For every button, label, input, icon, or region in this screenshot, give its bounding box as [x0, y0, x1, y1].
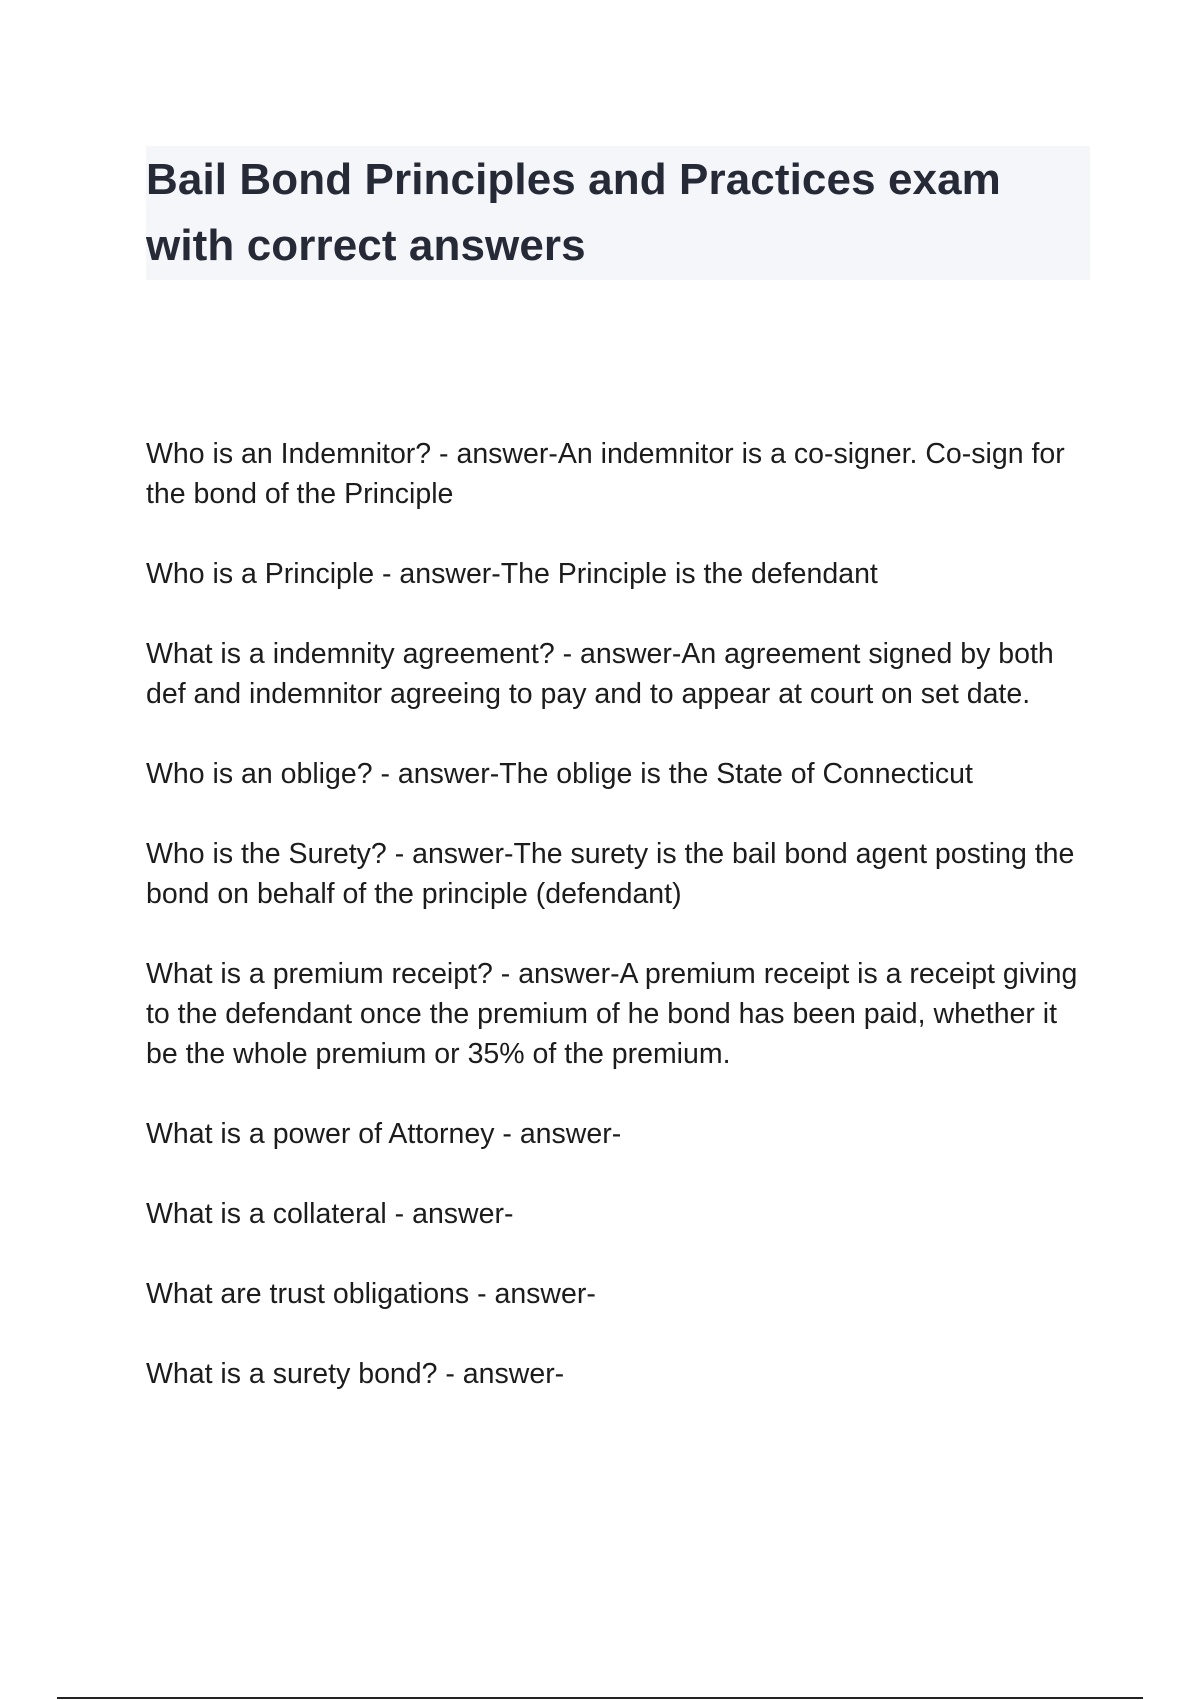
page-title: Bail Bond Principles and Practices exam with correct answers	[146, 155, 1001, 270]
qa-item: Who is the Surety? - answer-The surety is the bail bond agent posting the bond on behalf of the principle (defendant)	[146, 838, 1075, 910]
qa-item: What are trust obligations - answer-	[146, 1278, 596, 1310]
qa-item: Who is a Principle - answer-The Principle is the defendant	[146, 558, 878, 590]
qa-item: What is a collateral - answer-	[146, 1198, 514, 1230]
footer-divider	[57, 1697, 1143, 1699]
qa-item: What is a indemnity agreement? - answer-An agreement signed by both def and indemnitor agreeing to pay and to appear at court on set date.	[146, 638, 1054, 710]
qa-list	[146, 434, 1086, 1434]
qa-item: What is a premium receipt? - answer-A premium receipt is a receipt giving to the defendant once the premium of he bond has been paid, whether it be the whole premium or 35% of the premium.	[146, 958, 1078, 1070]
qa-item: What is a surety bond? - answer-	[146, 1358, 565, 1390]
qa-item: What is a power of Attorney - answer-	[146, 1118, 622, 1150]
title-banner	[146, 146, 1090, 280]
qa-item: Who is an oblige? - answer-The oblige is the State of Connecticut	[146, 758, 973, 790]
qa-item: Who is an Indemnitor? - answer-An indemnitor is a co-signer. Co-sign for the bond of the Principle	[146, 438, 1065, 510]
